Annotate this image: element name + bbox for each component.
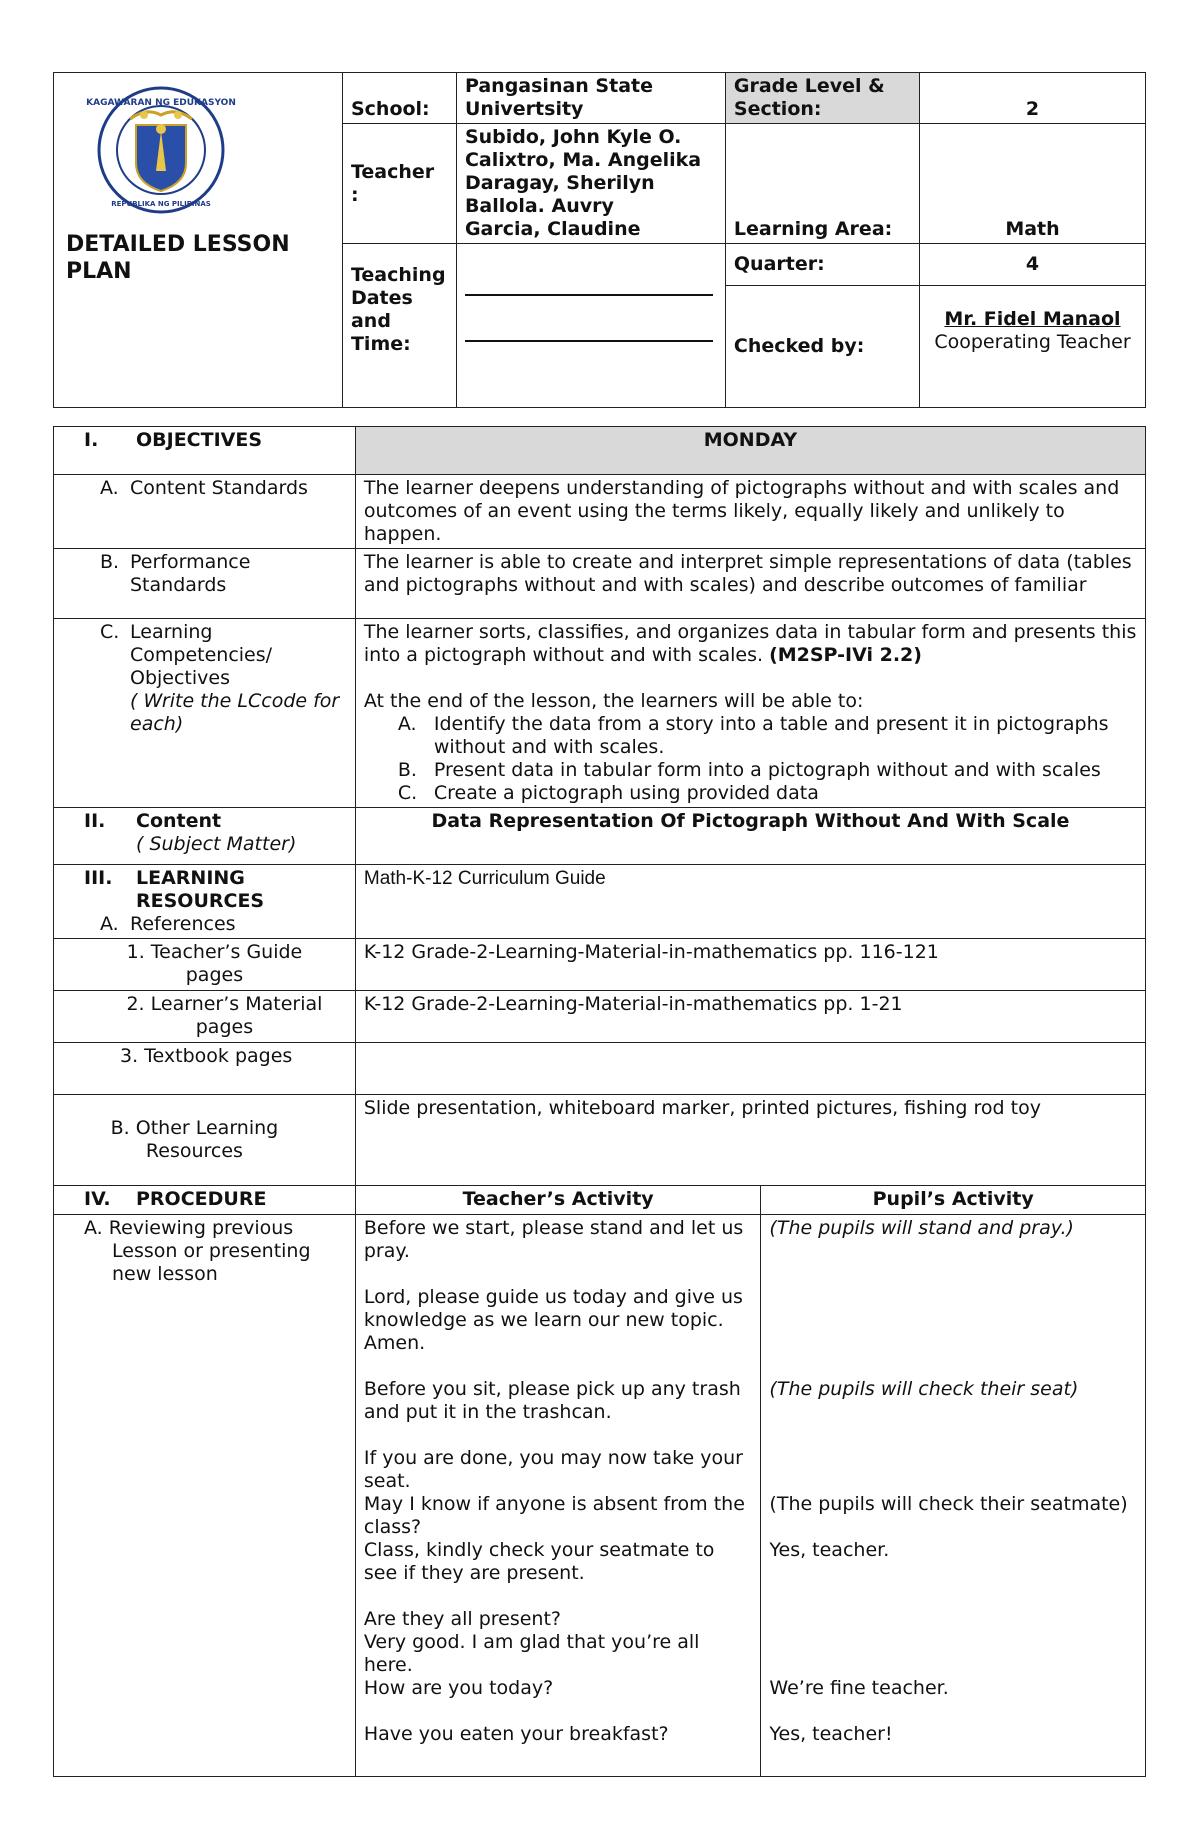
grade-value: 2 [919, 73, 1145, 124]
objective-item: C. Create a pictograph using provided data [397, 782, 819, 804]
other-resources-label: B. Other Learning Resources [54, 1095, 356, 1186]
learning-area-label: Learning Area: [725, 124, 919, 244]
teacher-line: Before you sit, please pick up any trash and put it in the trashcan. [363, 1378, 741, 1423]
content-label: Content [136, 810, 222, 832]
references-value: Math-K-12 Curriculum Guide [355, 865, 1145, 939]
teacher-line: Lord, please guide us today and give us knowledge as we learn our new topic. Amen. [363, 1286, 743, 1354]
competencies-intro: At the end of the lesson, the learners will be able to: [363, 690, 864, 712]
learning-area-value: Math [919, 124, 1145, 244]
teachers-guide-value: K-12 Grade-2-Learning-Material-in-mathematics pp. 116-121 [355, 939, 1145, 991]
content-sub: ( Subject Matter) [136, 833, 297, 855]
teacher-line: May I know if anyone is absent from the class? [363, 1493, 745, 1538]
teacher-line: Are they all present? [363, 1608, 562, 1630]
competencies-cell [355, 619, 1145, 808]
pupil-line: Yes, teacher. [769, 1539, 890, 1561]
performance-standards-label: Performance Standards [130, 551, 251, 596]
teacher-activity-header: Teacher’s Activity [355, 1186, 761, 1215]
content-standards-label: Content Standards [130, 477, 308, 499]
content-standards-letter: A. [100, 477, 119, 499]
teacher-label: Teacher : [342, 124, 456, 244]
learners-material-value: K-12 Grade-2-Learning-Material-in-mathematics pp. 1-21 [355, 991, 1145, 1043]
competencies-text: The learner sorts, classifies, and organizes data in tabular form and presents this into a pictograph without and with scales. [363, 621, 1137, 666]
checked-by-label: Checked by: [725, 286, 919, 408]
school-value: Pangasinan State Univertsity [456, 73, 725, 124]
resources-label: LEARNING RESOURCES [136, 867, 265, 912]
competencies-label: Learning Competencies/ Objectives [130, 621, 273, 689]
teacher-name: Ballola. Auvry [464, 195, 614, 217]
competencies-letter: C. [100, 621, 120, 643]
content-label-cell [54, 808, 356, 865]
teacher-line: Very good. I am glad that you’re all here. [363, 1631, 700, 1676]
time-blank-line [465, 340, 713, 342]
resources-label-cell [54, 865, 356, 939]
objective-item: A. Identify the data from a story into a table and present it in pictographs without and with scales. [397, 713, 1109, 758]
quarter-label: Quarter: [725, 244, 919, 286]
other-resources-value: Slide presentation, whiteboard marker, printed pictures, fishing rod toy [355, 1095, 1145, 1186]
pupil-line: (The pupils will stand and pray.) [769, 1217, 1074, 1239]
pupil-line: We’re fine teacher. [769, 1677, 949, 1699]
pupil-line: (The pupils will check their seat) [769, 1378, 1079, 1400]
resources-num: III. [84, 867, 113, 889]
checked-by-role: Cooperating Teacher [934, 331, 1131, 353]
pupil-line: Yes, teacher! [769, 1723, 893, 1745]
pupil-activity-header: Pupil’s Activity [761, 1186, 1146, 1215]
pupil-line: (The pupils will check their seatmate) [769, 1493, 1128, 1515]
performance-standards-letter: B. [100, 551, 120, 573]
competencies-note: ( Write the LCcode for each) [130, 690, 340, 735]
teacher-name: Daragay, Sherilyn [464, 172, 655, 194]
header-table [53, 72, 1146, 408]
teacher-line: Have you eaten your breakfast? [363, 1723, 669, 1745]
references-letter: A. [100, 913, 119, 935]
procedure-num: IV. [84, 1188, 111, 1210]
objective-list [364, 713, 1137, 805]
teacher-names-cell [456, 124, 725, 244]
teacher-name: Garcia, Claudine [464, 218, 641, 240]
teacher-name: Subido, John Kyle O. [464, 126, 682, 148]
objectives-label: OBJECTIVES [136, 429, 263, 451]
logo-title-cell [54, 73, 343, 408]
checked-by-name: Mr. Fidel Manaol [944, 308, 1121, 330]
seal-text-bottom: REPUBLIKA NG PILIPINAS [111, 200, 211, 208]
grade-label: Grade Level & Section: [725, 73, 919, 124]
objective-item: B. Present data in tabular form into a pictograph without and with scales [397, 759, 1101, 781]
deped-seal-icon [86, 85, 236, 215]
dates-value [456, 244, 725, 408]
teachers-guide-label: 1. Teacher’s Guide pages [54, 939, 356, 991]
objectives-heading-cell [54, 427, 356, 475]
content-value: Data Representation Of Pictograph Without And With Scale [355, 808, 1145, 865]
competencies-label-cell [54, 619, 356, 808]
performance-standards-text: The learner is able to create and interpret simple representations of data (tables and pictographs without and with scales) and describe outcomes of familiar [355, 549, 1145, 619]
teacher-line: If you are done, you may now take your seat. [363, 1447, 743, 1492]
seal-text-top: KAGAWARAN NG EDUKASYON [86, 98, 236, 108]
school-label: School: [342, 73, 456, 124]
teacher-line: Before we start, please stand and let us pray. [363, 1217, 744, 1262]
competencies-code: (M2SP-IVi 2.2) [769, 644, 922, 666]
day-header: MONDAY [355, 427, 1145, 475]
teacher-line: Class, kindly check your seatmate to see if they are present. [363, 1539, 715, 1584]
quarter-value: 4 [919, 244, 1145, 286]
teacher-activity-cell [355, 1215, 761, 1777]
teacher-name: Calixtro, Ma. Angelika [464, 149, 702, 171]
pupil-activity-cell [761, 1215, 1146, 1777]
performance-standards-label-cell [54, 549, 356, 619]
textbook-value [355, 1043, 1145, 1095]
learners-material-label: 2. Learner’s Material pages [54, 991, 356, 1043]
lesson-plan-table [53, 426, 1146, 1777]
content-standards-text: The learner deepens understanding of pictographs without and with scales and outcomes of an event using the terms likely, equally likely and unlikely to happen. [355, 475, 1145, 549]
textbook-label: 3. Textbook pages [54, 1043, 356, 1095]
checked-by-cell [919, 286, 1145, 408]
procedure-label: PROCEDURE [136, 1188, 267, 1210]
step-a-label: A. Reviewing previous Lesson or presenting new lesson [54, 1215, 356, 1777]
objectives-num: I. [84, 429, 99, 451]
references-label: References [130, 913, 236, 935]
dates-label: Teaching Dates and Time: [342, 244, 456, 408]
teacher-line: How are you today? [363, 1677, 554, 1699]
content-num: II. [84, 810, 106, 832]
procedure-heading-cell [54, 1186, 356, 1215]
document-title: DETAILED LESSON PLAN [66, 232, 290, 284]
content-standards-label-cell [54, 475, 356, 549]
